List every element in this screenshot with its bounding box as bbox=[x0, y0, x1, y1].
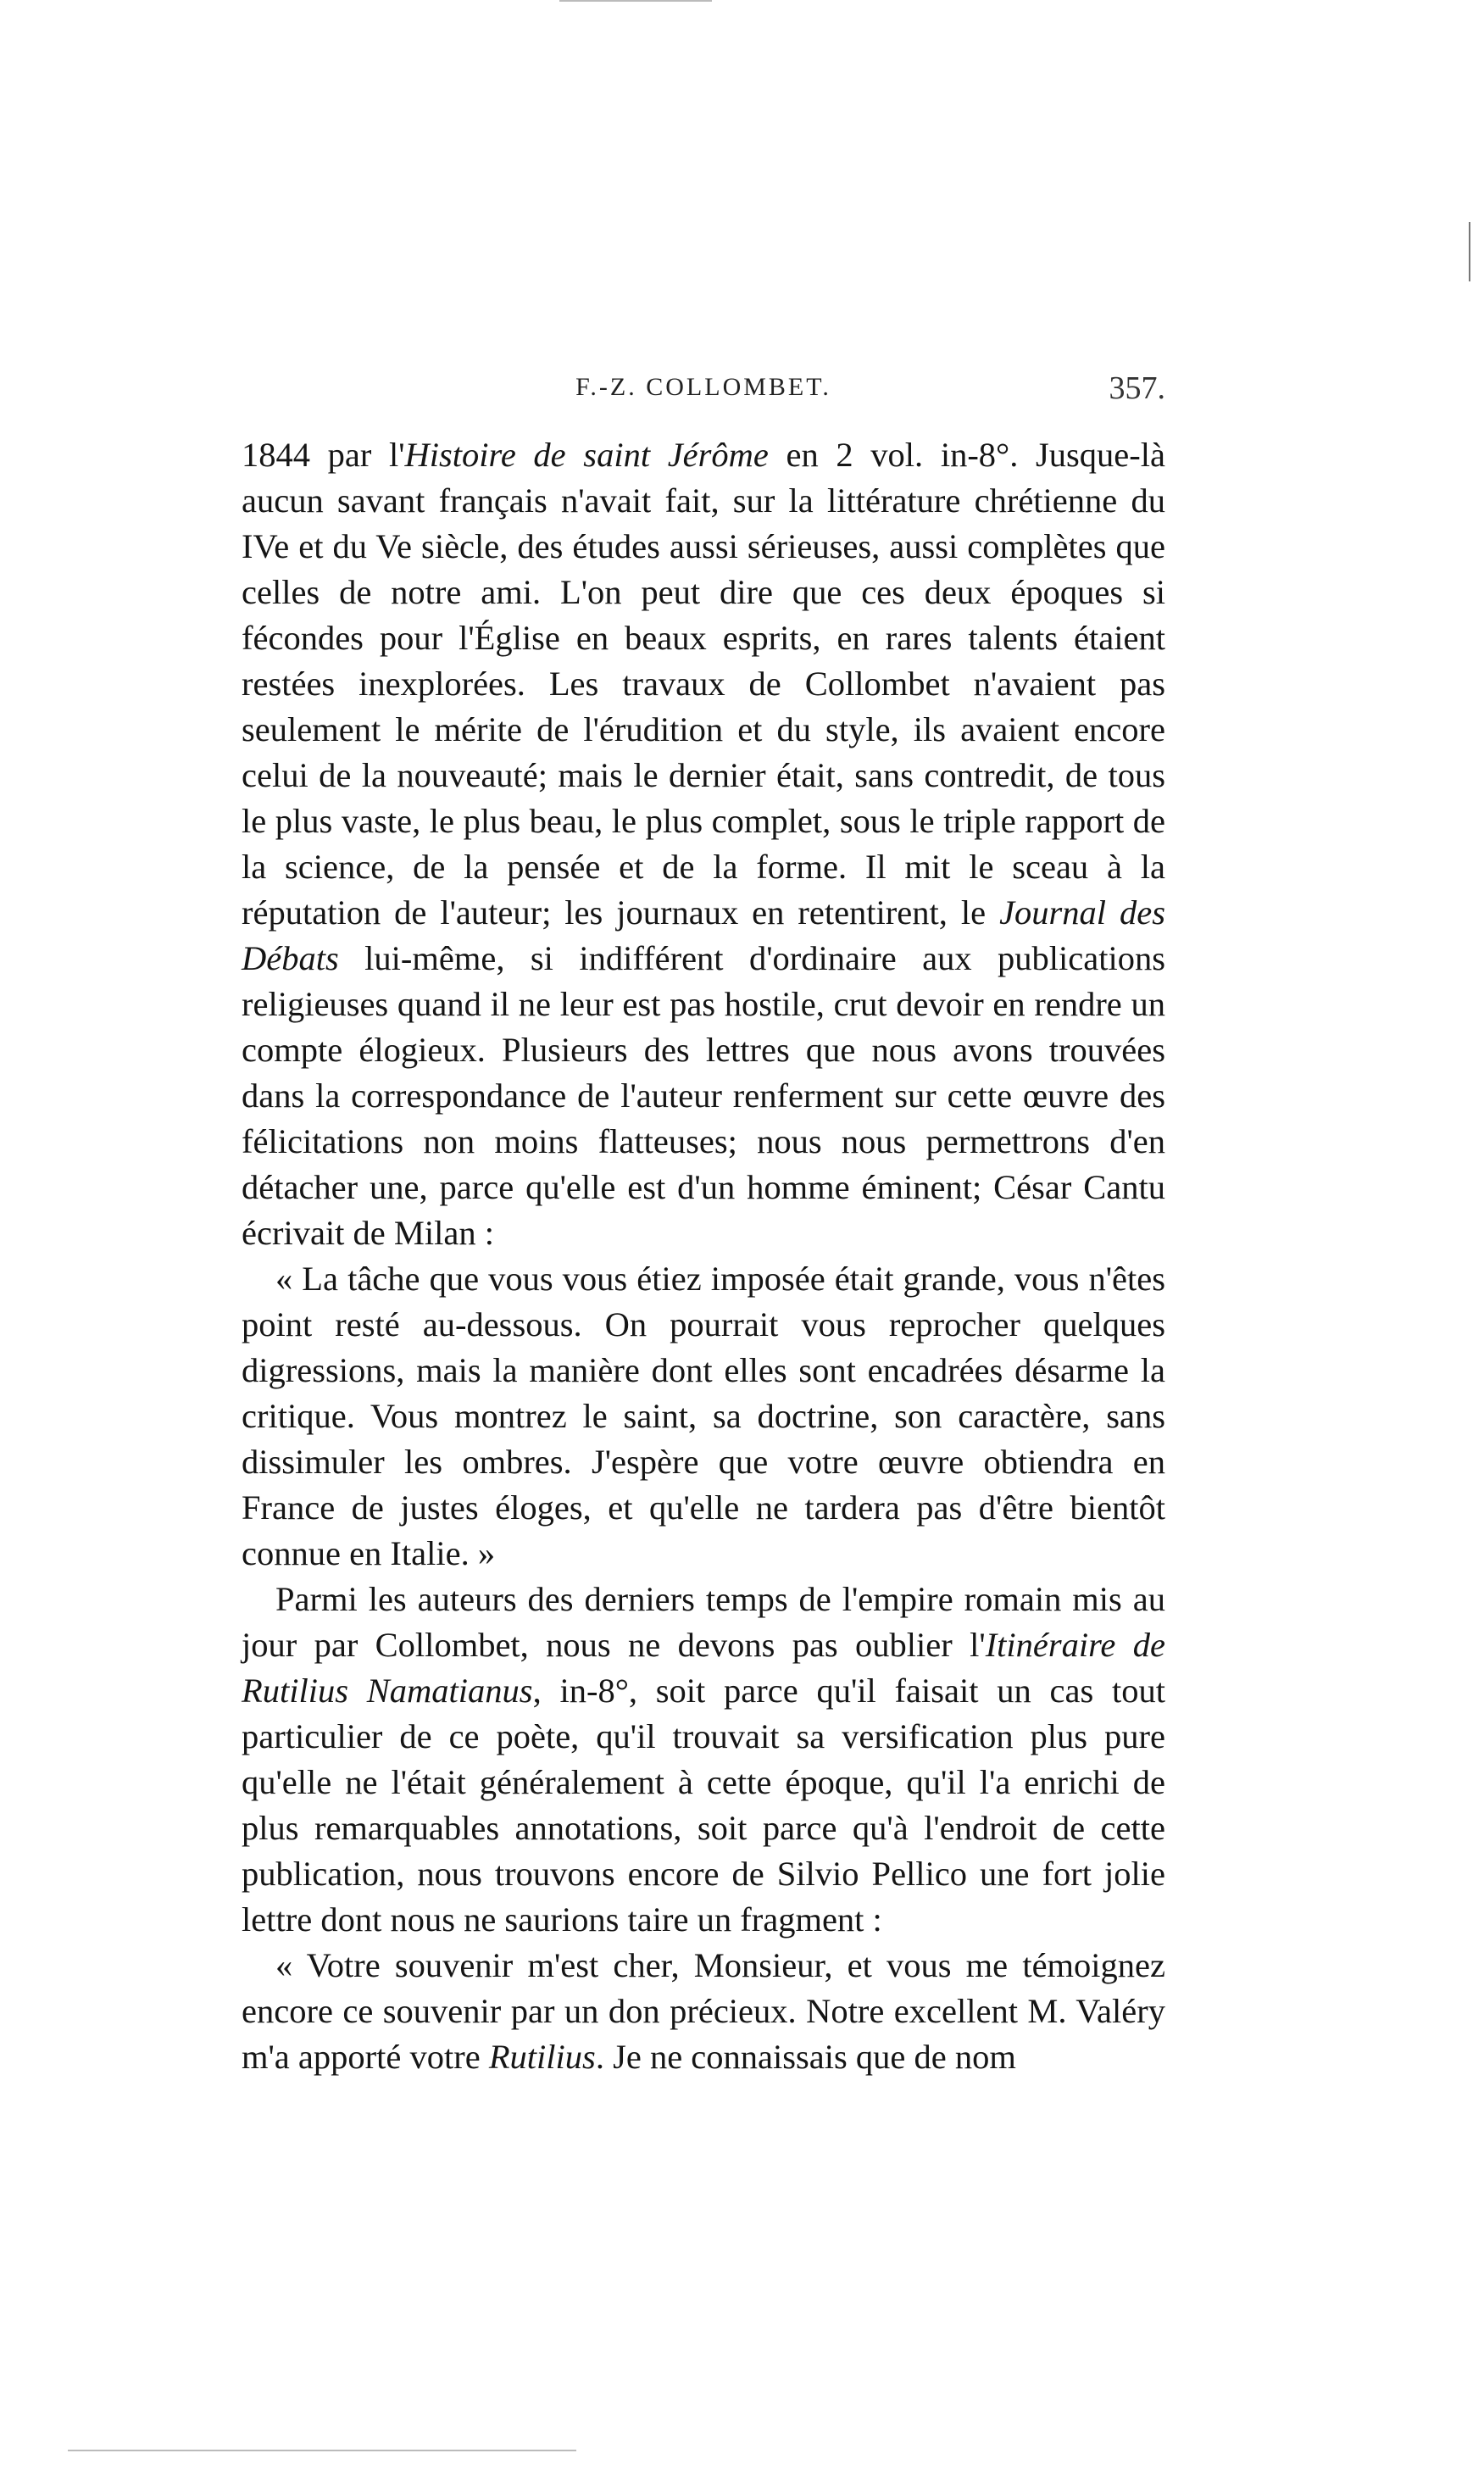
italic-title: Rutilius bbox=[488, 2038, 596, 2076]
text-run: lui-même, si indifférent d'ordinaire aux publications religieuses quand il ne leur est pas hostile, crut devoir en rendre un compte élogieux. Plusieurs des lettres que nous avons trouvées dans la correspondance de l'auteur renferment sur cette œuvre des félicitations non moins flatteuses; nous nous permettrons d'en détacher une, parce qu'elle est d'un homme éminent; César Cantu écrivait de Milan : bbox=[242, 939, 1165, 1252]
text-run: « La tâche que vous vous étiez imposée était grande, vous n'êtes point resté au-dessous. On pourrait vous reprocher quelques digressions, mais la manière dont elles sont encadrées désarme la critique. Vous montrez le saint, sa doctrine, son caractère, sans dissimuler les ombres. J'espère que votre œuvre obtiendra en France de justes éloges, et qu'elle ne tardera pas d'être bientôt connue en Italie. » bbox=[242, 1260, 1165, 1572]
italic-title: Itinéraire de Rutilius Namatianus bbox=[242, 1626, 1165, 1710]
text-run: 1844 par l' bbox=[242, 436, 405, 474]
page-header bbox=[242, 370, 1165, 424]
paragraph bbox=[242, 1577, 1165, 1943]
text-run: Parmi les auteurs des derniers temps de l'empire romain mis au jour par Collombet, nous ne devons pas oublier l' bbox=[242, 1580, 1165, 1664]
scan-mark bbox=[1469, 222, 1470, 281]
running-head: F.-Z. COLLOMBET. bbox=[575, 373, 831, 401]
page-number: 357. bbox=[1109, 370, 1165, 406]
text-run: en 2 vol. in-8°. Jusque-là aucun savant français n'avait fait, sur la littérature chrétienne du IVe et du Ve siècle, des études aussi sérieuses, aussi complètes que celles de notre ami. L'on peut dire que ces deux époques si fécondes pour l'Église en beaux esprits, en rares talents étaient restées inexplorées. Les travaux de Collombet n'avaient pas seulement le mérite de l'érudition et du style, ils avaient encore celui de la nouveauté; mais le dernier était, sans contredit, de tous le plus vaste, le plus beau, le plus complet, sous le triple rapport de la science, de la pensée et de la forme. Il mit le sceau à la réputation de l'auteur; les journaux en retentirent, le bbox=[242, 436, 1165, 932]
body-text bbox=[242, 432, 1165, 2080]
italic-title: Histoire de saint Jérôme bbox=[404, 436, 769, 474]
scan-mark bbox=[68, 2450, 576, 2451]
italic-title: Journal des Débats bbox=[242, 893, 1166, 977]
text-run: « Votre souvenir m'est cher, Monsieur, et vous me témoignez encore ce souvenir par un don précieux. Notre excellent M. Valéry m'a apporté votre bbox=[242, 1946, 1165, 2076]
paragraph bbox=[242, 1943, 1165, 2080]
paragraph bbox=[242, 1256, 1165, 1577]
paragraph bbox=[242, 432, 1165, 1256]
text-run: . Je ne connaissais que de nom bbox=[595, 2038, 1016, 2076]
scan-mark bbox=[559, 0, 712, 2]
text-run: , in-8°, soit parce qu'il faisait un cas tout particulier de ce poète, qu'il trouvait sa versification plus pure qu'elle ne l'était généralement à cette époque, qu'il l'a enrichi de plus remarquables annotations, soit parce qu'à l'endroit de cette publication, nous trouvons encore de Silvio Pellico une fort jolie lettre dont nous ne saurions taire un fragment : bbox=[242, 1672, 1165, 1939]
